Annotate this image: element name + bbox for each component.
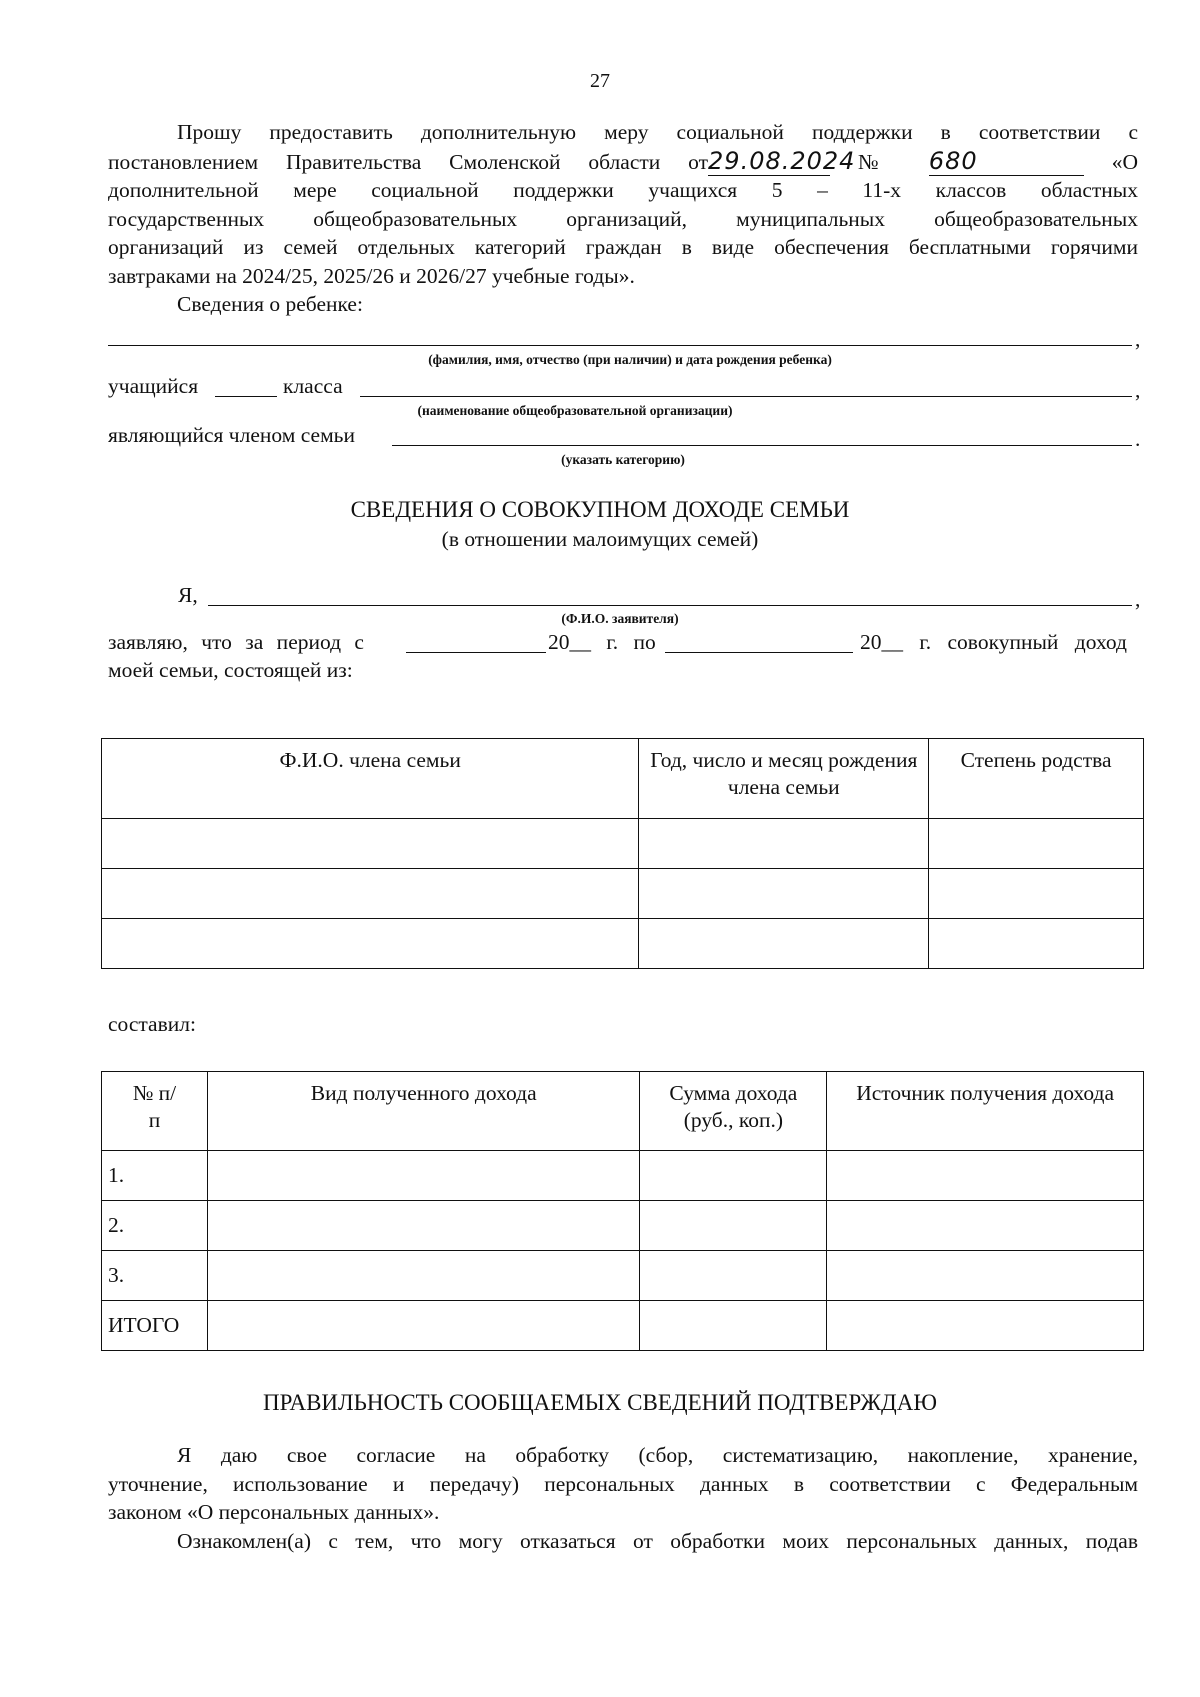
request-line-4: государственных общеобразовательных организаций, муниципальных общеобразовательных [108,206,1138,231]
declare-text: заявляю, что за период с [108,630,364,654]
child-name-comma: , [1135,327,1141,351]
table-row [102,1151,1144,1201]
family-cell-birthdate[interactable] [639,819,929,869]
income-cell-source[interactable] [827,1251,1144,1301]
family-category-period: . [1135,427,1141,451]
i-label: Я, [178,583,198,607]
family-table-header [102,739,1144,819]
income-cell-type[interactable] [207,1151,640,1201]
request-line-1: Прошу предоставить дополнительную меру социальной поддержки в соответствии с [177,120,1138,144]
request-line-6: завтраками на 2024/25, 2025/26 и 2026/27 учебные годы». [108,263,635,288]
family-header-birthdate: Год, число и месяц рождения члена семьи [639,739,929,819]
confirm-title: ПРАВИЛЬНОСТЬ СООБЩАЕМЫХ СВЕДЕНИЙ ПОДТВЕРЖДАЮ [263,1390,937,1415]
request-line-5: организаций из семей отдельных категорий граждан в виде обеспечения бесплатными горячими [108,235,1138,259]
decree-title-open: «О [1111,149,1139,174]
income-table [101,1071,1144,1351]
consent-line-1: Я даю свое согласие на обработку (сбор, систематизацию, накопление, хранение, [177,1443,1138,1467]
income-header-source: Источник получения дохода [827,1072,1144,1151]
decree-date-handwritten: 29.08.2024 [708,146,856,175]
income-cell-type[interactable] [207,1201,640,1251]
school-name-comma: , [1135,378,1141,402]
applicant-name-field[interactable] [208,605,1132,606]
table-row [102,1201,1144,1251]
consent-paragraph [108,1441,1138,1555]
income-header-number: № п/п [102,1072,208,1151]
table-row [102,869,1144,919]
class-number-field[interactable] [215,396,277,397]
acknowledge-line: Ознакомлен(а) с тем, что могу отказаться от обработки моих персональных данных, подав [177,1528,1138,1553]
family-category-caption: (указать категорию) [561,452,685,467]
family-members-table [101,738,1144,969]
period-end-year: 20__ г. совокупный доход [860,630,1127,654]
class-label: класса [283,374,343,398]
income-cell-number: 1. [102,1151,208,1201]
family-header-relation: Степень родства [929,739,1144,819]
family-member-label: являющийся членом семьи [108,423,355,447]
income-cell-type[interactable] [207,1251,640,1301]
request-line-2 [108,147,1138,177]
family-category-field[interactable] [392,445,1132,446]
applicant-name-caption: (Ф.И.О. заявителя) [561,611,679,626]
family-cell-relation[interactable] [929,919,1144,969]
table-row [102,919,1144,969]
period-start-field[interactable] [406,652,546,653]
income-section-title: СВЕДЕНИЯ О СОВОКУПНОМ ДОХОДЕ СЕМЬИ [350,497,850,522]
consent-line-3: законом «О персональных данных». [108,1500,440,1524]
child-name-field[interactable] [108,345,1132,346]
child-name-caption: (фамилия, имя, отчество (при наличии) и дата рождения ребенка) [428,352,832,367]
income-section-subtitle: (в отношении малоимущих семей) [441,527,759,551]
family-cell-birthdate[interactable] [639,919,929,969]
applicant-name-comma: , [1135,587,1141,611]
page-number: 27 [590,70,610,92]
family-composition-label: моей семьи, состоящей из: [108,658,353,682]
income-table-header [102,1072,1144,1151]
decree-reference-text: постановлением Правительства Смоленской области от [108,149,709,174]
income-header-amount: Сумма дохода (руб., коп.) [640,1072,827,1151]
income-total-label: ИТОГО [102,1301,208,1351]
income-cell-amount[interactable] [640,1151,827,1201]
income-cell-source[interactable] [827,1301,1144,1351]
income-cell-number: 2. [102,1201,208,1251]
income-total-amount[interactable] [640,1301,827,1351]
income-cell-source[interactable] [827,1151,1144,1201]
school-name-caption: (наименование общеобразовательной организации) [417,403,733,418]
income-cell-number: 3. [102,1251,208,1301]
income-cell-amount[interactable] [640,1201,827,1251]
decree-number-handwritten: 680 [929,147,1084,177]
school-name-field[interactable] [360,396,1132,397]
number-sign: № [857,149,901,174]
composed-label: составил: [108,1012,196,1036]
table-row [102,1251,1144,1301]
income-header-type: Вид полученного дохода [207,1072,640,1151]
student-label: учащийся [108,374,199,398]
family-cell-name[interactable] [102,819,639,869]
income-cell-type[interactable] [207,1301,640,1351]
family-cell-relation[interactable] [929,819,1144,869]
request-line-3: дополнительной мере социальной поддержки учащихся 5 – 11-х классов областных [108,178,1138,202]
family-cell-name[interactable] [102,919,639,969]
income-cell-source[interactable] [827,1201,1144,1251]
income-cell-amount[interactable] [640,1251,827,1301]
child-info-label: Сведения о ребенке: [177,292,363,316]
period-line [108,628,1138,656]
family-header-name: Ф.И.О. члена семьи [102,739,639,819]
family-cell-birthdate[interactable] [639,869,929,919]
table-row [102,819,1144,869]
period-end-field[interactable] [665,652,853,653]
consent-line-2: уточнение, использование и передачу) персональных данных в соответствии с Федеральным [108,1471,1138,1496]
table-row [102,1301,1144,1351]
request-paragraph [108,118,1138,319]
period-start-year: 20__ г. по [548,630,656,654]
family-cell-name[interactable] [102,869,639,919]
family-cell-relation[interactable] [929,869,1144,919]
